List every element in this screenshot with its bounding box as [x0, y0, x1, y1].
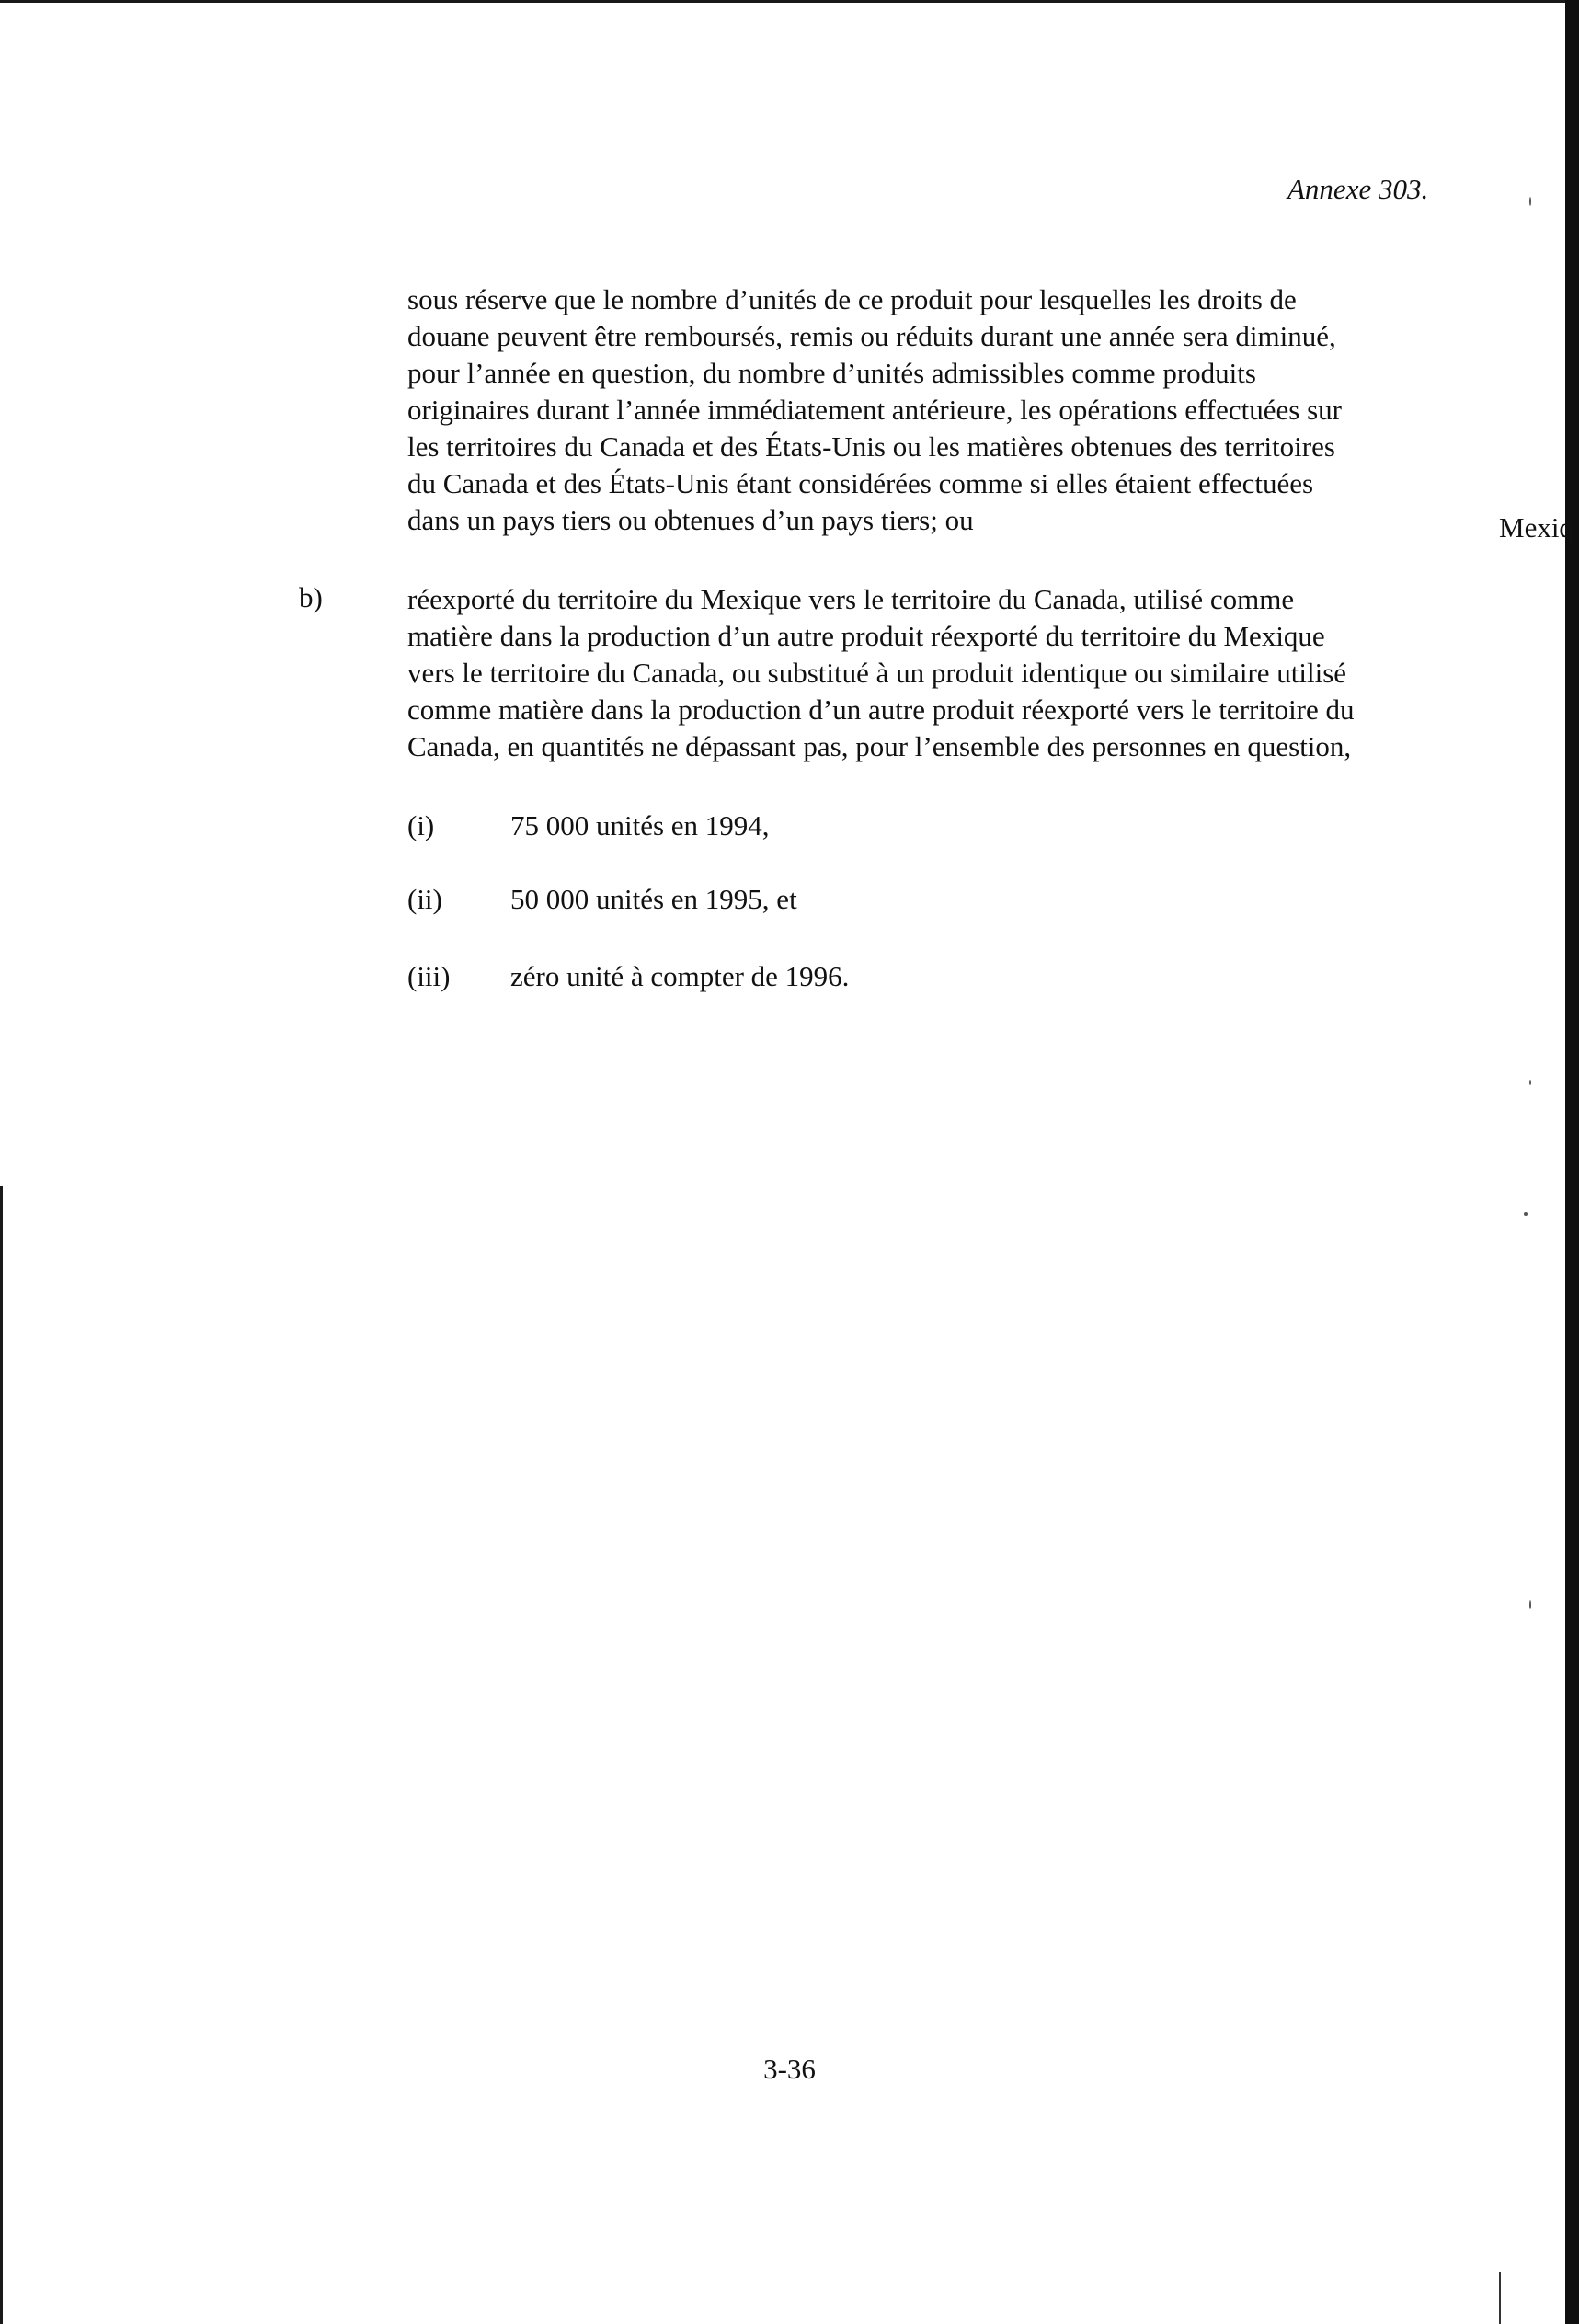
sub-item-ii: [407, 881, 797, 918]
text-line: sous réserve que le nombre d’unités de ce produit pour lesquelles les droits de: [407, 283, 1297, 315]
text-line: du Canada et des États-Unis étant considérées comme si elles étaient effectuées: [407, 467, 1314, 499]
text-line: réexporté du territoire du Mexique vers le territoire du Canada, utilisé comme: [407, 583, 1295, 615]
text-line: douane peuvent être remboursés, remis ou réduits durant une année sera diminué,: [407, 320, 1336, 352]
scan-edge-top: [0, 0, 1579, 3]
paragraph-intro: [407, 281, 1474, 539]
sub-item-text: 75 000 unités en 1994,: [510, 809, 770, 841]
sub-item-iii: [407, 958, 849, 995]
scan-speck: [1529, 1600, 1531, 1609]
text-line: Canada, en quantités ne dépassant pas, pour l’ensemble des personnes en question,: [407, 730, 1352, 762]
scan-edge-corner: [1499, 2272, 1501, 2324]
page-number: 3-36: [763, 2053, 816, 2085]
text-line: matière dans la production d’un autre produit réexporté du territoire du Mexique: [407, 620, 1325, 652]
text-line: vers le territoire du Canada, ou substitué à un produit identique ou similaire utilisé: [407, 657, 1347, 689]
scan-speck: [1529, 197, 1531, 206]
text-line: originaires durant l’année immédiatement antérieure, les opérations effectuées sur: [407, 394, 1342, 426]
sub-item-text: zéro unité à compter de 1996.: [510, 960, 850, 992]
sub-item-i: [407, 807, 770, 844]
sub-item-marker: (i): [407, 809, 435, 841]
scan-speck: [1524, 1212, 1528, 1216]
scan-speck: [1529, 1080, 1531, 1085]
paragraph-item-b: [407, 581, 1474, 765]
sub-item-text: 50 000 unités en 1995, et: [510, 883, 797, 915]
text-line: dans un pays tiers ou obtenues d’un pays tiers; ou: [407, 504, 974, 536]
margin-word: Mexiq: [1499, 511, 1573, 544]
scan-edge-left: [0, 1186, 3, 2324]
running-head: Annexe 303.: [1287, 173, 1429, 205]
text-line: comme matière dans la production d’un autre produit réexporté vers le territoire du: [407, 693, 1355, 726]
scan-edge-right: [1565, 0, 1579, 2324]
sub-item-marker: (iii): [407, 960, 451, 992]
text-line: les territoires du Canada et des États-Unis ou les matières obtenues des territoires: [407, 430, 1335, 463]
text-line: pour l’année en question, du nombre d’unités admissibles comme produits: [407, 357, 1256, 389]
item-marker-b: b): [299, 581, 323, 613]
sub-item-marker: (ii): [407, 883, 442, 915]
